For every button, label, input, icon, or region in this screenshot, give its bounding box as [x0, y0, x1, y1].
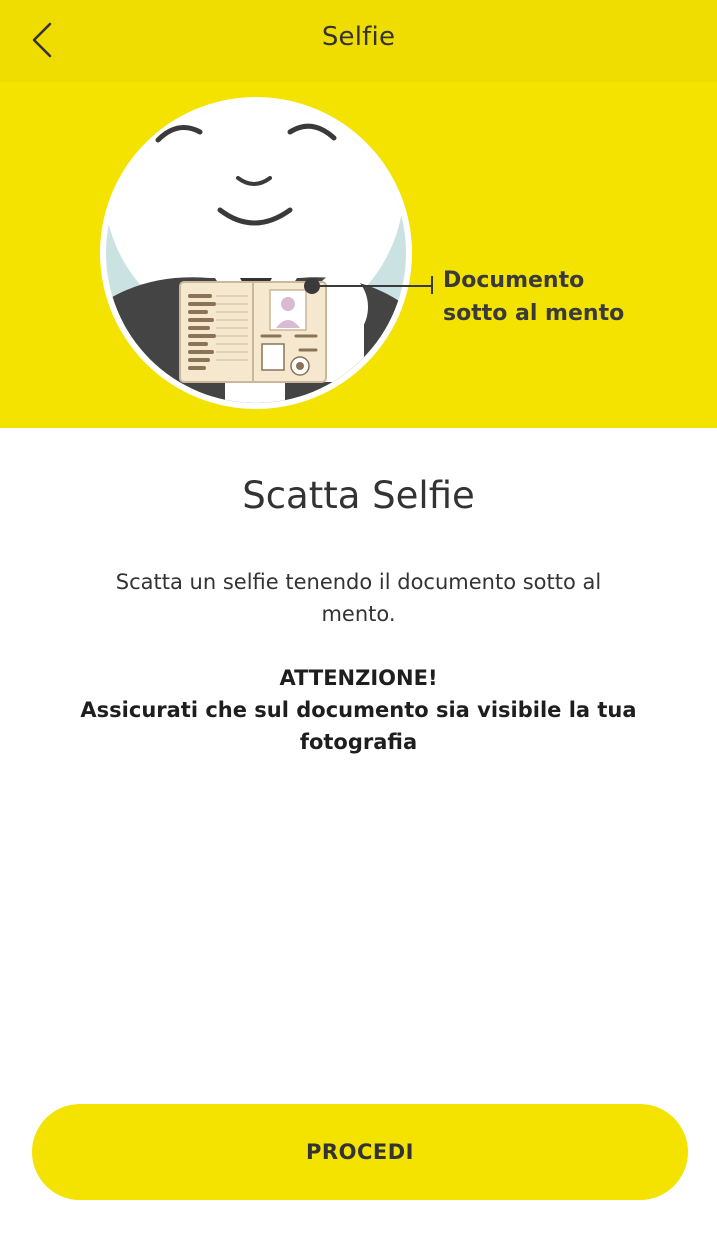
page-title: Selfie: [321, 22, 396, 52]
instructions-description: Scatta un selfie tenendo il documento sotto al mento.: [115, 570, 602, 626]
id-document: [180, 282, 326, 382]
selfie-illustration: [0, 82, 717, 428]
warning-text: Assicurati che sul documento sia visibile la tua fotografia: [80, 698, 637, 754]
selfie-illustration-banner: [0, 82, 717, 428]
proceed-button[interactable]: PROCEDI: [32, 1104, 688, 1200]
callout-label: Documento sotto al mento: [443, 268, 625, 326]
instructions-title: Scatta Selfie: [242, 474, 475, 517]
warning-title: ATTENZIONE!: [279, 666, 438, 690]
top-bar: [0, 0, 717, 82]
